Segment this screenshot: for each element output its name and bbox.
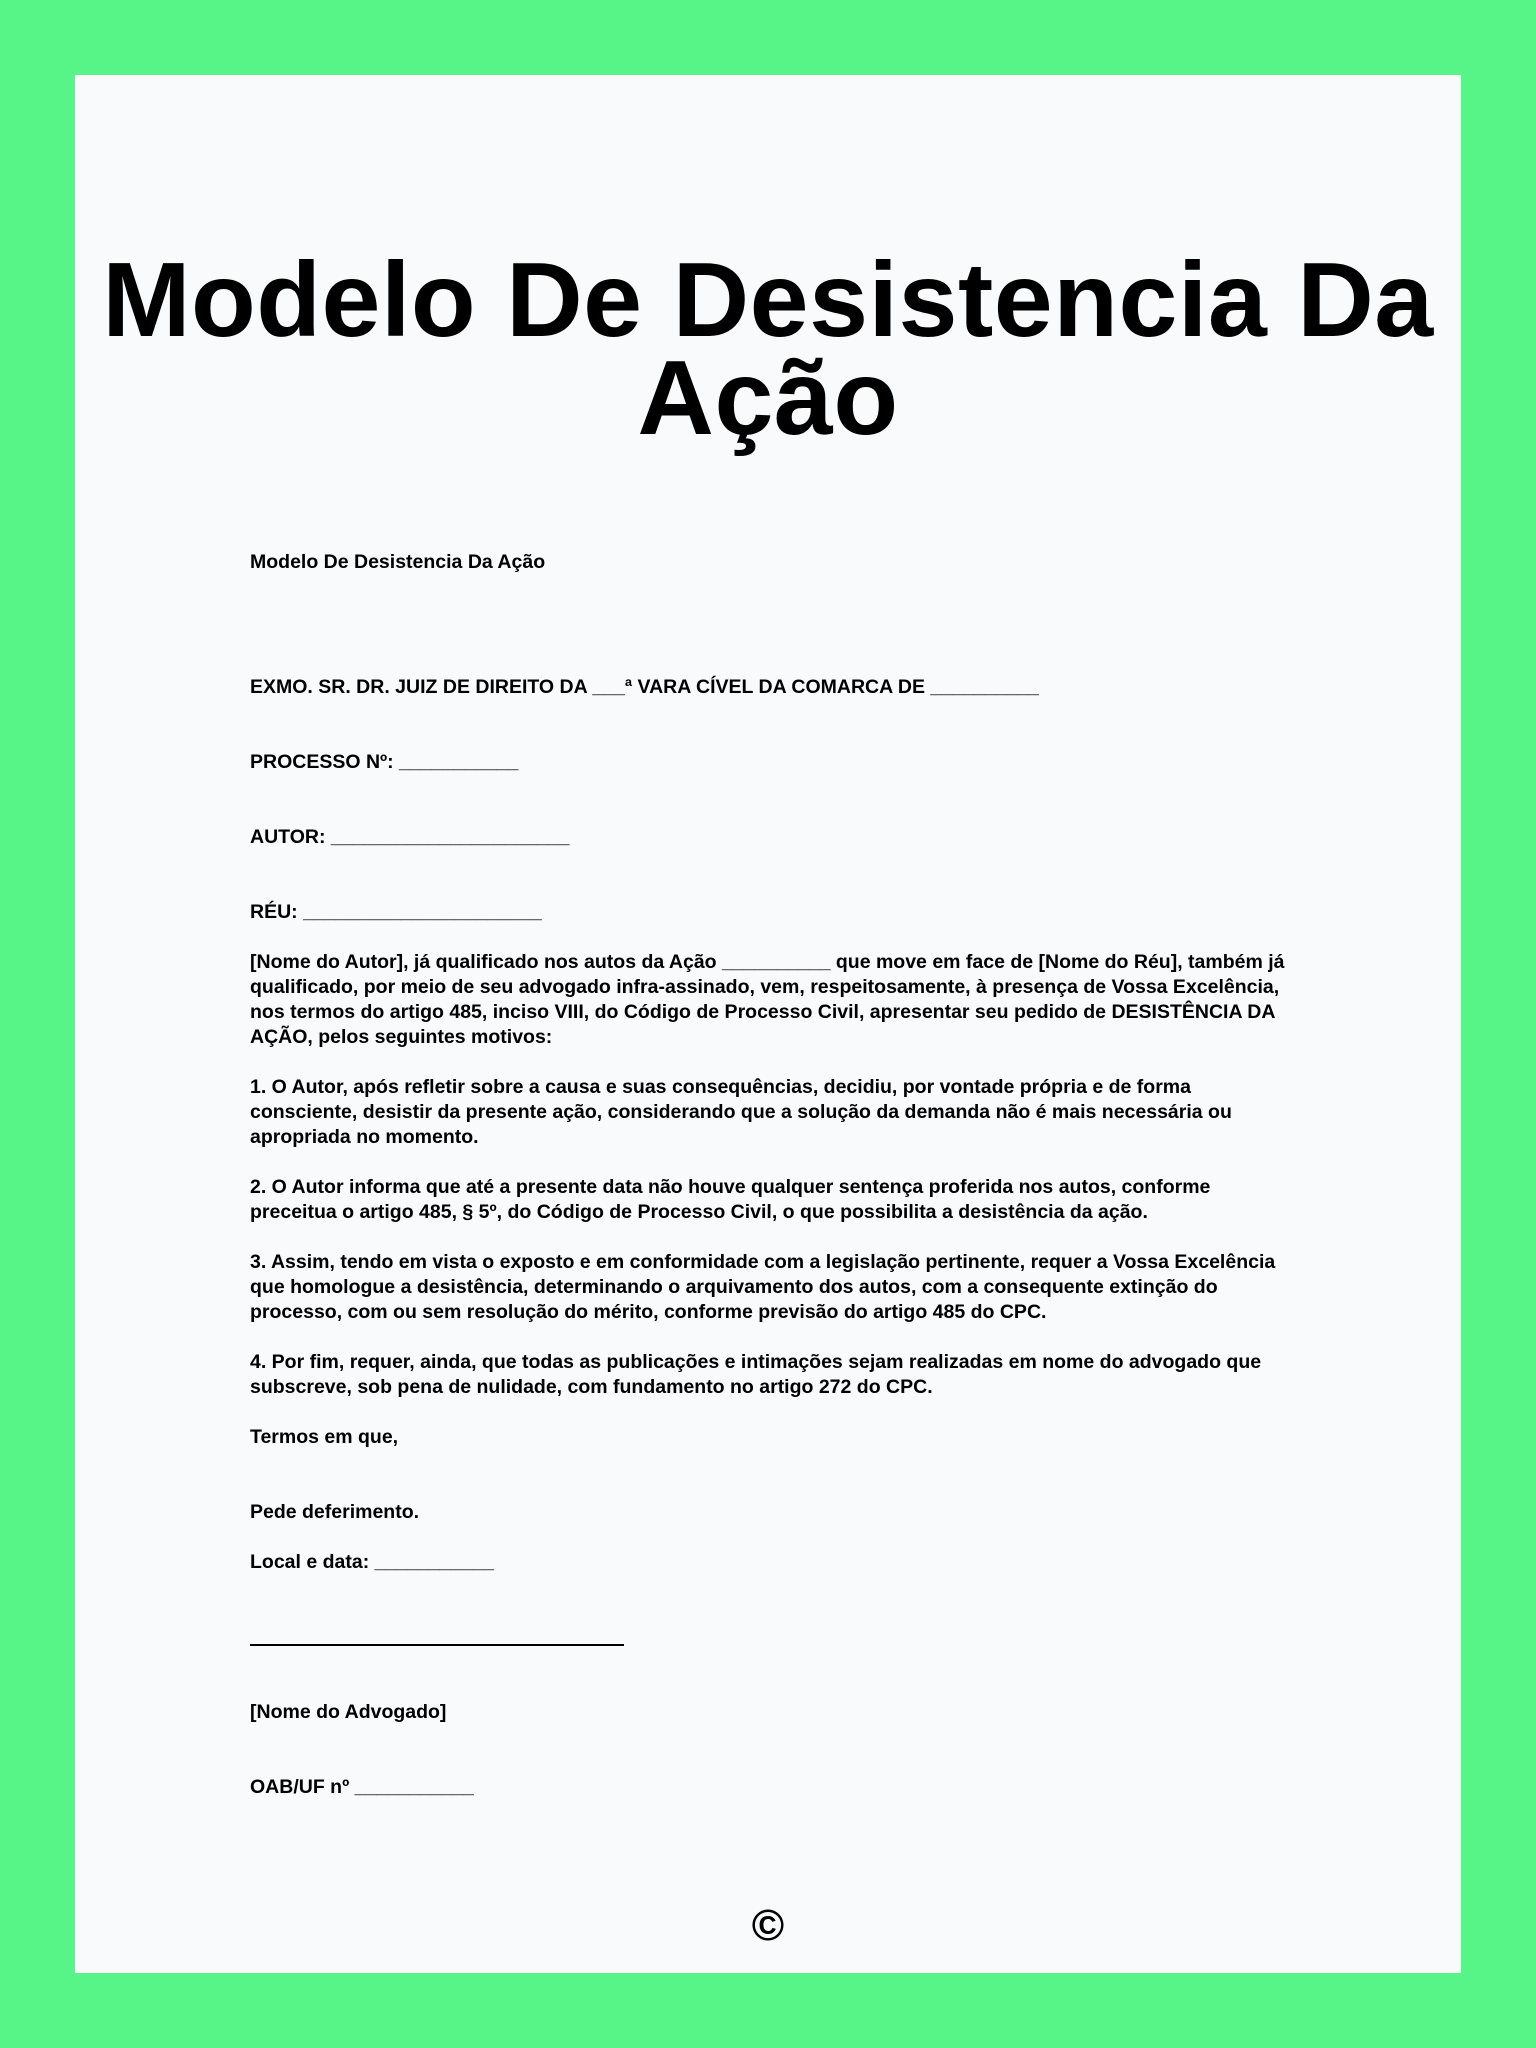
document-page: [75, 75, 1461, 1973]
copyright-icon: ©: [751, 1901, 785, 1950]
document-title: Modelo De Desistencia Da Ação: [102, 241, 1434, 457]
pede-line: Pede deferimento.: [250, 1501, 420, 1523]
reu-line: RÉU: ______________________: [250, 901, 542, 923]
local-line: Local e data: ___________: [250, 1551, 494, 1573]
address-line: EXMO. SR. DR. JUIZ DE DIREITO DA ___ª VARA CÍVEL DA COMARCA DE __________: [250, 676, 1039, 698]
intro-paragraph: [Nome do Autor], já qualificado nos autos da Ação __________ que move em face de [Nome do Réu], também já qualificado, por meio de seu advogado infra-assinado, vem, respeitosamente, à presença de Vossa Excelência, nos termos do artigo 485, inciso VIII, do Código de Processo Civil, apresentar seu pedido de DESISTÊNCIA DA AÇÃO, pelos seguintes motivos:: [250, 951, 1285, 1048]
autor-line: AUTOR: ______________________: [250, 826, 570, 848]
item-paragraph-3: 3. Assim, tendo em vista o exposto e em conformidade com a legislação pertinente, requer a Vossa Excelência que homologue a desistência, determinando o arquivamento dos autos, com a consequente extinção do processo, com ou sem resolução do mérito, conforme previsão do artigo 485 do CPC.: [250, 1251, 1276, 1323]
item-paragraph-4: 4. Por fim, requer, ainda, que todas as publicações e intimações sejam realizadas em nome do advogado que subscreve, sob pena de nulidade, com fundamento no artigo 272 do CPC.: [250, 1351, 1262, 1398]
document-subtitle: Modelo De Desistencia Da Ação: [250, 551, 546, 573]
processo-line: PROCESSO Nº: ___________: [250, 751, 519, 773]
termos-line: Termos em que,: [250, 1426, 399, 1448]
advogado-line: [Nome do Advogado]: [250, 1701, 447, 1723]
signature-line: [250, 1644, 624, 1646]
oab-line: OAB/UF nº ___________: [250, 1776, 474, 1798]
item-paragraph-2: 2. O Autor informa que até a presente data não houve qualquer sentença proferida nos autos, conforme preceitua o artigo 485, § 5º, do Código de Processo Civil, o que possibilita a desistência da ação.: [250, 1176, 1211, 1223]
item-paragraph-1: 1. O Autor, após refletir sobre a causa e suas consequências, decidiu, por vontade própria e de forma consciente, desistir da presente ação, considerando que a solução da demanda não é mais necessária ou apropriada no momento.: [250, 1076, 1232, 1148]
